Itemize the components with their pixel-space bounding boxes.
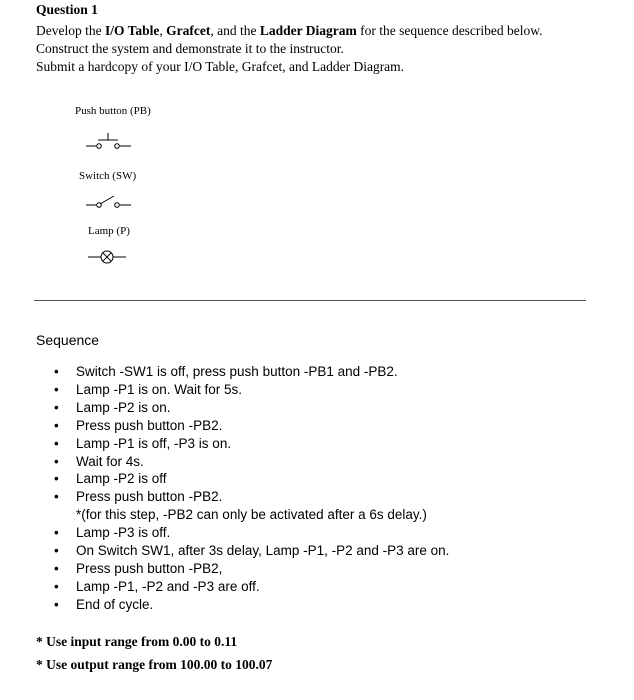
list-item	[52, 363, 449, 381]
bullet: •	[54, 578, 59, 594]
step-8-note: *(for this step, -PB2 can only be activated after a 6s delay.)	[76, 507, 427, 523]
intro-line-3: Submit a hardcopy of your I/O Table, Grafcet, and Ladder Diagram.	[36, 59, 405, 74]
bullet: •	[54, 453, 59, 469]
lamp-icon	[86, 248, 130, 266]
list-item	[52, 578, 449, 596]
list-item-text: Lamp -P1 is off, -P3 is on.	[76, 435, 232, 451]
bullet: •	[54, 560, 59, 576]
ladder-diagram-term: Ladder Diagram	[259, 23, 357, 38]
bullet: •	[54, 399, 59, 415]
switch-icon	[84, 194, 134, 210]
list-item-text: Lamp -P2 is off	[76, 471, 167, 487]
list-item-text: Lamp -P1 is on. Wait for 5s.	[76, 381, 243, 397]
list-item-text: Switch -SW1 is off, press push button -PB1 and -PB2.	[76, 364, 398, 379]
list-item	[52, 435, 449, 453]
list-item	[52, 596, 449, 614]
list-item-text: Lamp -P2 is on.	[76, 399, 171, 415]
grafcet-term: Grafcet	[166, 23, 211, 38]
intro-line-2: Construct the system and demonstrate it to the instructor.	[36, 41, 344, 56]
sequence-list	[52, 363, 449, 614]
bullet: •	[54, 364, 59, 379]
list-item	[52, 560, 449, 578]
question-title: Question 1	[36, 2, 98, 17]
output-range-note: * Use output range from 100.00 to 100.07	[36, 657, 273, 672]
input-range-note: * Use input range from 0.00 to 0.11	[36, 634, 238, 649]
bullet: •	[54, 489, 59, 505]
push-button-icon	[84, 132, 134, 154]
list-item-text: Lamp -P3 is off.	[76, 525, 171, 541]
lamp-label: Lamp (P)	[88, 225, 130, 237]
list-item	[52, 381, 449, 399]
list-item-text: Wait for 4s.	[76, 453, 144, 469]
list-item	[52, 488, 449, 524]
sequence-heading: Sequence	[36, 332, 100, 348]
intro-line-1	[36, 23, 543, 39]
intro-text-1: Develop the	[36, 23, 105, 38]
list-item	[52, 542, 449, 560]
intro-text-2: ,	[159, 23, 167, 38]
list-item-text: End of cycle.	[76, 596, 154, 612]
bullet: •	[54, 417, 59, 433]
list-item-text: Press push button -PB2.	[76, 417, 223, 433]
list-item	[52, 470, 449, 488]
list-item	[52, 417, 449, 435]
list-item-text: Press push button -PB2.	[76, 489, 223, 505]
switch-label: Switch (SW)	[79, 170, 137, 182]
list-item-text: Press push button -PB2,	[76, 560, 223, 576]
push-button-label: Push button (PB)	[75, 105, 151, 117]
intro-text-3: , and the	[210, 23, 260, 38]
io-table-term: I/O Table	[104, 23, 160, 38]
bullet: •	[54, 471, 59, 487]
list-item	[52, 399, 449, 417]
list-item	[52, 453, 449, 471]
list-item	[52, 524, 449, 542]
bullet: •	[54, 596, 59, 612]
bullet: •	[54, 381, 59, 397]
bullet: •	[54, 543, 59, 559]
section-divider	[34, 300, 586, 301]
list-item-text: On Switch SW1, after 3s delay, Lamp -P1, -P2 and -P3 are on.	[76, 543, 450, 559]
bullet: •	[54, 525, 59, 541]
intro-text-4: for the sequence described below.	[356, 23, 543, 38]
bullet: •	[54, 435, 59, 451]
list-item-text: Lamp -P1, -P2 and -P3 are off.	[76, 578, 260, 594]
